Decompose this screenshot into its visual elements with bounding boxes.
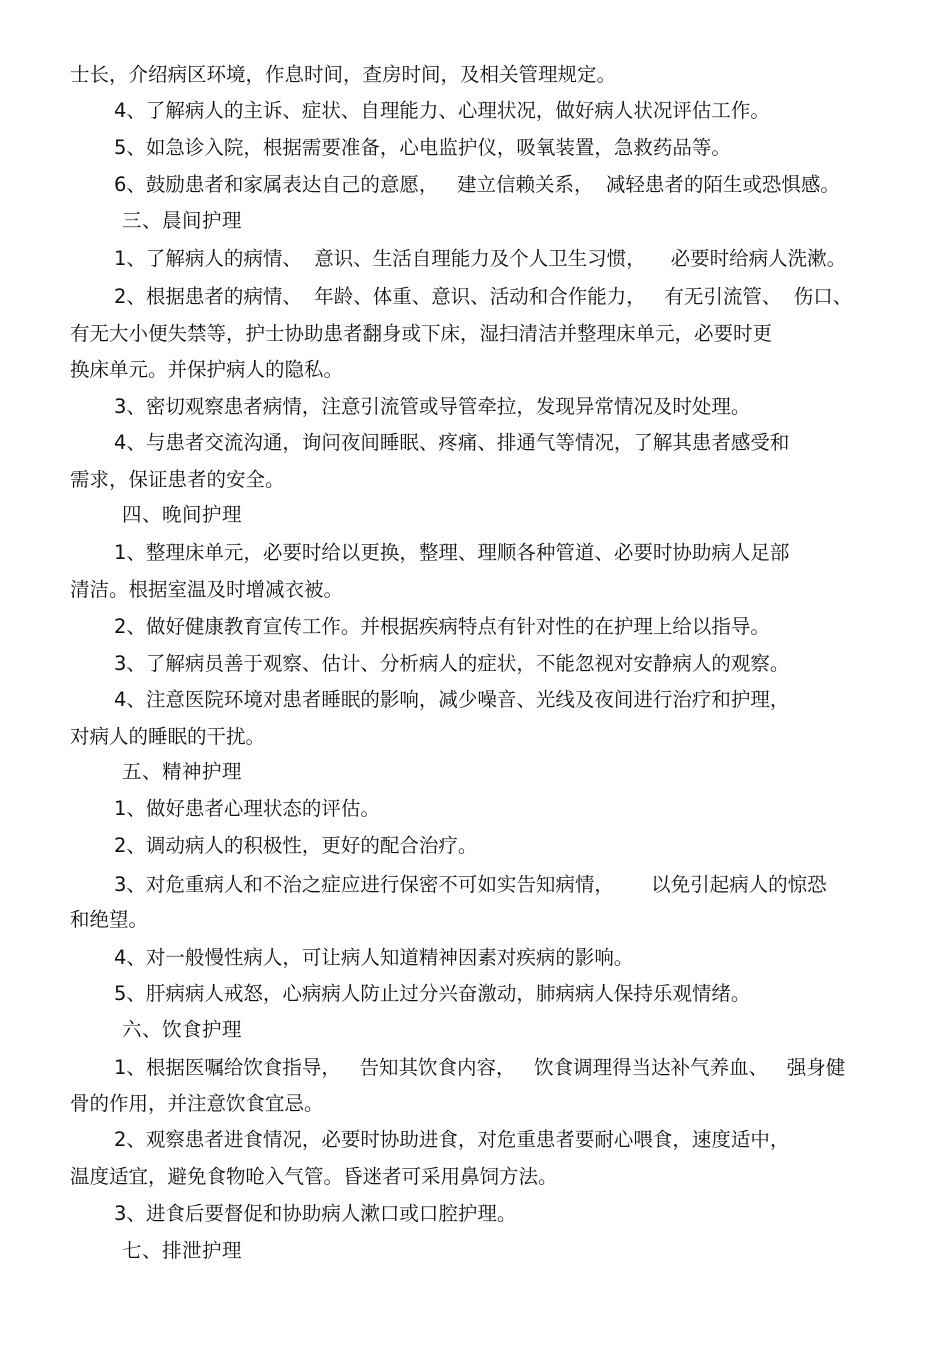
- text-line: 3、对危重病人和不治之症应进行保密不可如实告知病情， 以免引起病人的惊恐: [114, 873, 827, 896]
- text-line: 2、调动病人的积极性，更好的配合治疗。: [114, 834, 478, 857]
- text-line: 5、如急诊入院，根据需要准备，心电监护仪，吸氧装置，急救药品等。: [114, 136, 731, 159]
- section-heading-mental-care: 五、精神护理: [122, 760, 243, 783]
- section-heading-excretion-care: 七、排泄护理: [122, 1239, 243, 1262]
- text-line: 5、肝病病人戒怒，心病病人防止过分兴奋激动，肺病病人保持乐观情绪。: [114, 982, 751, 1005]
- text-line: 有无大小便失禁等，护士协助患者翻身或下床，湿扫清洁并整理床单元，必要时更: [70, 322, 773, 345]
- text-line: 4、对一般慢性病人，可让病人知道精神因素对疾病的影响。: [114, 946, 634, 969]
- text-line: 1、整理床单元，必要时给以更换，整理、理顺各种管道、必要时协助病人足部: [114, 541, 790, 564]
- text-line: 4、了解病人的主诉、症状、自理能力、心理状况，做好病人状况评估工作。: [114, 99, 770, 122]
- text-line: 和绝望。: [70, 908, 149, 931]
- text-line: 骨的作用，并注意饮食宜忌。: [70, 1092, 324, 1115]
- text-line: 2、做好健康教育宣传工作。并根据疾病特点有针对性的在护理上给以指导。: [114, 615, 770, 638]
- text-line: 2、根据患者的病情、 年龄、体重、意识、活动和合作能力， 有无引流管、 伤口、: [114, 285, 853, 308]
- text-line: 清洁。根据室温及时增减衣被。: [70, 578, 344, 601]
- text-line: 需求，保证患者的安全。: [70, 468, 285, 491]
- text-line: 4、与患者交流沟通，询问夜间睡眠、疼痛、排通气等情况，了解其患者感受和: [114, 431, 790, 454]
- text-line: 1、根据医嘱给饮食指导， 告知其饮食内容， 饮食调理得当达补气养血、 强身健: [114, 1056, 846, 1079]
- text-line: 对病人的睡眠的干扰。: [70, 725, 266, 748]
- section-heading-morning-care: 三、晨间护理: [122, 209, 243, 232]
- text-line: 3、了解病员善于观察、估计、分析病人的症状，不能忽视对安静病人的观察。: [114, 652, 790, 675]
- text-line: 2、观察患者进食情况，必要时协助进食，对危重患者要耐心喂食，速度适中，: [114, 1128, 790, 1151]
- text-line: 3、进食后要督促和协助病人漱口或口腔护理。: [114, 1202, 517, 1225]
- text-line: 1、了解病人的病情、 意识、生活自理能力及个人卫生习惯， 必要时给病人洗漱。: [114, 247, 847, 270]
- text-line: 温度适宜，避免食物呛入气管。昏迷者可采用鼻饲方法。: [70, 1165, 558, 1188]
- section-heading-evening-care: 四、晚间护理: [122, 503, 243, 526]
- text-line: 士长，介绍病区环境，作息时间，查房时间，及相关管理规定。: [70, 63, 617, 86]
- text-line: 3、密切观察患者病情，注意引流管或导管牵拉，发现异常情况及时处理。: [114, 395, 751, 418]
- text-line: 6、鼓励患者和家属表达自己的意愿， 建立信赖关系， 减轻患者的陌生或恐惧感。: [114, 173, 840, 196]
- text-line: 换床单元。并保护病人的隐私。: [70, 358, 344, 381]
- text-line: 4、注意医院环境对患者睡眠的影响，减少噪音、光线及夜间进行治疗和护理，: [114, 688, 790, 711]
- text-line: 1、做好患者心理状态的评估。: [114, 797, 380, 820]
- section-heading-diet-care: 六、饮食护理: [122, 1018, 243, 1041]
